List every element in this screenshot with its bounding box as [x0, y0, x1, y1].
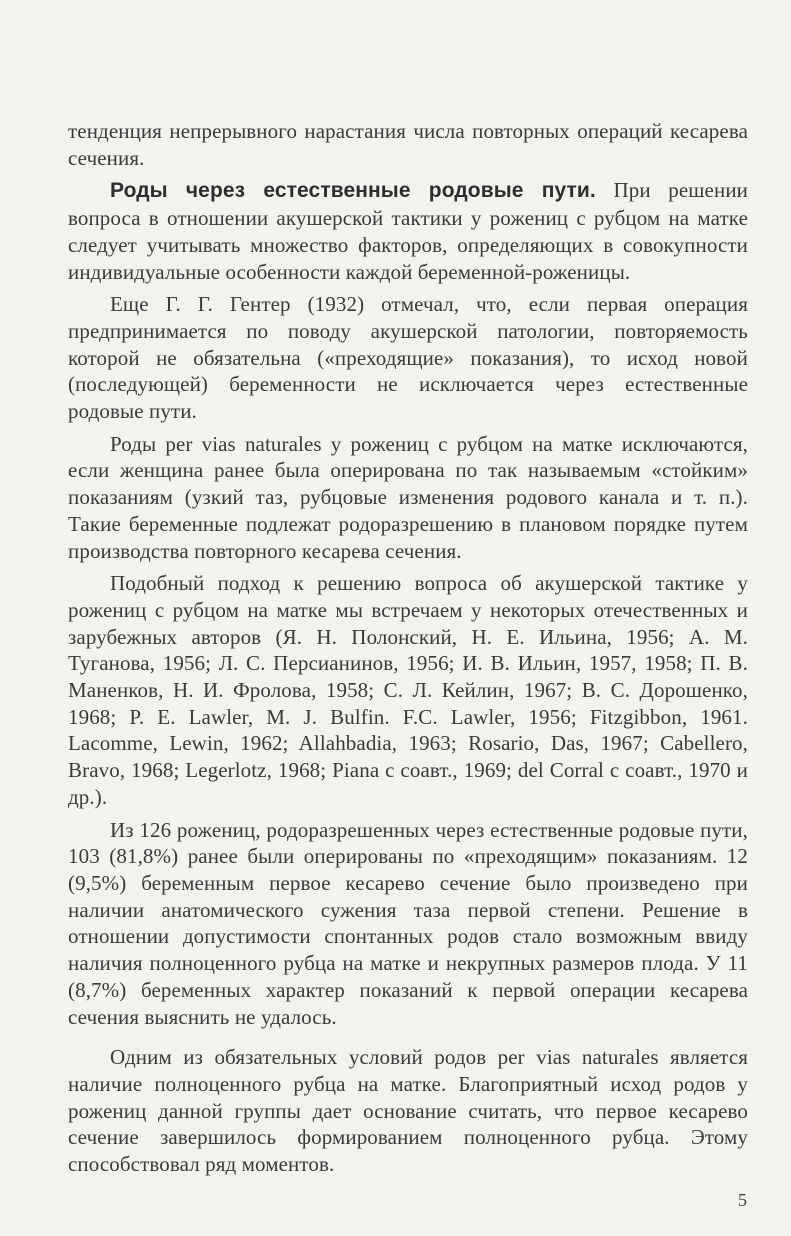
paragraph — [68, 431, 748, 565]
paragraph-section-start — [68, 177, 748, 285]
paragraph — [68, 817, 748, 1031]
paragraph-text: тенденция непрерывного нарастания числа повторных операций кесарева сечения. — [68, 119, 748, 170]
paragraph-text: Из 126 рожениц, родоразрешенных через естественные родовые пути, 103 (81,8%) ранее были оперированы по «преходящим» показаниям. 12 (9,5%) беременным первое кесарево сечение было произведено при наличии анатомического сужения таза первой степени. Решение в отношении допустимости спонтанных родов стало возможным ввиду наличия полноценного рубца на матке и некрупных размеров плода. У 11 (8,7%) беременных характер показаний к первой операции кесарева сечения выяснить не удалось. — [68, 817, 748, 1029]
paragraph — [68, 1044, 748, 1178]
paragraph-continuation — [68, 118, 748, 171]
body-text — [68, 118, 748, 1184]
paragraph-text: Одним из обязательных условий родов per vias naturales является наличие полноценного рубца на матке. Благоприятный исход родов у рожениц данной группы дает основание считать, что первое кесарево сечение завершилось формированием полноценного рубца. Этому способствовал ряд моментов. — [68, 1045, 748, 1177]
section-heading: Роды через естественные родовые пути. — [110, 179, 596, 203]
paragraph-citations — [68, 570, 748, 810]
paragraph — [68, 291, 748, 425]
paragraph-text: При решении вопроса в отношении акушерской тактики у рожениц с рубцом на матке следует учитывать множество факторов, определяющих в совокупности индивидуальные особенности каждой беременной-роженицы. — [68, 178, 748, 284]
page-number: 5 — [738, 1190, 747, 1210]
paragraph-text: Еще Г. Г. Гентер (1932) отмечал, что, если первая операция предпринимается по поводу акушерской патологии, повторяемость которой не обязательна («преходящие» показания), то исход новой (последующей) беременности не исключается через естественные родовые пути. — [68, 292, 748, 424]
paragraph-text: Подобный подход к решению вопроса об акушерской тактике у рожениц с рубцом на матке мы встречаем у некоторых отечественных и зарубежных авторов (Я. Н. Полонский, Н. Е. Ильина, 1956; А. М. Туганова, 1956; Л. С. Персианинов, 1956; И. В. Ильин, 1957, 1958; П. В. Маненков, Н. И. Фролова, 1958; С. Л. Кейлин, 1967; В. С. Дорошенко, 1968; P. E. Lawler, M. J. Bulfin. F.C. Lawler, 1956; Fitzgibbon, 1961. Lacomme, Lewin, 1962; Allahbadia, 1963; Rosario, Das, 1967; Cabellero, Bravo, 1968; Legerlotz, 1968; Piana с соавт., 1969; del Corral с соавт., 1970 и др.). — [68, 571, 748, 809]
paragraph-text: Роды per vias naturales у рожениц с рубцом на матке исключаются, если женщина ранее была оперирована по так называемым «стойким» показаниям (узкий таз, рубцовые изменения родового канала и т. п.). Такие беременные подлежат родоразрешению в плановом порядке путем производства повторного кесарева сечения. — [68, 431, 748, 563]
